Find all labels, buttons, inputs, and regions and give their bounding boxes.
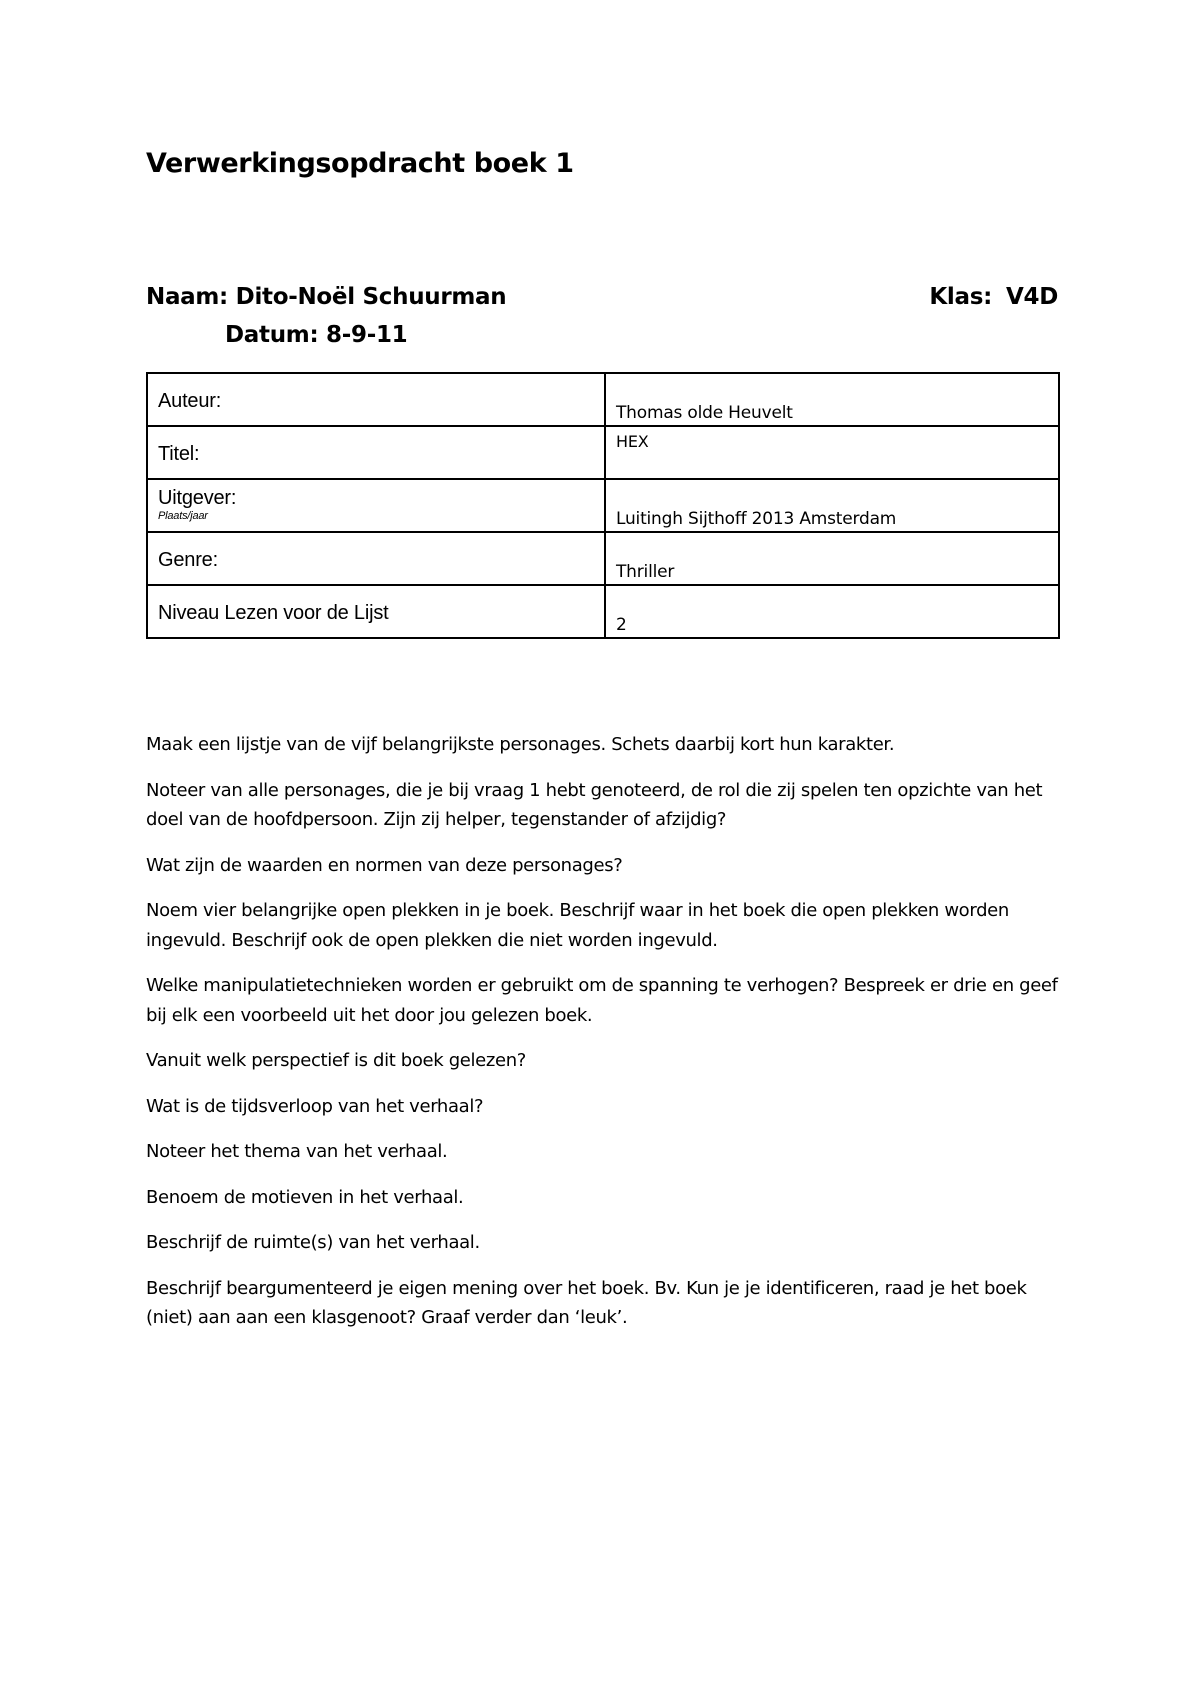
- question-item: Welke manipulatietechnieken worden er gebruikt om de spanning te verhogen? Bespreek er drie en geef bij elk een voorbeeld uit het door jou gelezen boek.: [146, 975, 1058, 1026]
- question-item: Beschrijf de ruimte(s) van het verhaal.: [146, 1232, 480, 1253]
- book-info-table: [146, 372, 1060, 639]
- auteur-value: Thomas olde Heuvelt: [605, 373, 1059, 426]
- table-row: [147, 532, 1059, 585]
- genre-value: Thriller: [605, 532, 1059, 585]
- question-item: Beschrijf beargumenteerd je eigen mening over het boek. Bv. Kun je je identificeren, raad je het boek (niet) aan aan een klasgenoot? Graaf verder dan ‘leuk’.: [146, 1277, 1027, 1328]
- question-item: Wat is de tijdsverloop van het verhaal?: [146, 1095, 484, 1117]
- klas-value: V4D: [1006, 284, 1058, 310]
- table-row: [147, 373, 1059, 426]
- question-item: Benoem de motieven in het verhaal.: [146, 1186, 464, 1208]
- naam-line: Naam: Dito-Noël Schuurman: [146, 284, 507, 310]
- uitgever-label-cell: [147, 479, 605, 532]
- titel-value: HEX: [605, 426, 1059, 479]
- question-item: Maak een lijstje van de vijf belangrijkste personages. Schets daarbij kort hun karakter.: [146, 734, 895, 755]
- page-title: Verwerkingsopdracht boek 1: [146, 148, 574, 179]
- uitgever-sublabel: Plaats/jaar: [158, 510, 208, 522]
- auteur-label: Auteur:: [147, 373, 605, 426]
- datum-line: Datum: 8-9-11: [225, 322, 408, 348]
- niveau-label: Niveau Lezen voor de Lijst: [147, 585, 605, 638]
- klas-line: [929, 284, 1058, 310]
- titel-label: Titel:: [147, 426, 605, 479]
- question-item: Noteer het thema van het verhaal.: [146, 1141, 448, 1162]
- question-list: [146, 730, 1060, 1349]
- table-row: [147, 426, 1059, 479]
- table-row: [147, 585, 1059, 638]
- question-item: Noem vier belangrijke open plekken in je boek. Beschrijf waar in het boek die open plekken worden ingevuld. Beschrijf ook de open plekken die niet worden ingevuld.: [146, 900, 1009, 951]
- uitgever-value: Luitingh Sijthoff 2013 Amsterdam: [605, 479, 1059, 532]
- question-item: Vanuit welk perspectief is dit boek gelezen?: [146, 1050, 526, 1071]
- table-row: [147, 479, 1059, 532]
- klas-label: Klas:: [929, 284, 992, 310]
- question-item: Wat zijn de waarden en normen van deze personages?: [146, 854, 623, 876]
- niveau-value: 2: [605, 585, 1059, 638]
- question-item: Noteer van alle personages, die je bij vraag 1 hebt genoteerd, de rol die zij spelen ten opzichte van het doel van de hoofdpersoon. Zijn zij helper, tegenstander of afzijdig?: [146, 779, 1043, 830]
- uitgever-label: Uitgever:: [158, 487, 237, 509]
- genre-label: Genre:: [147, 532, 605, 585]
